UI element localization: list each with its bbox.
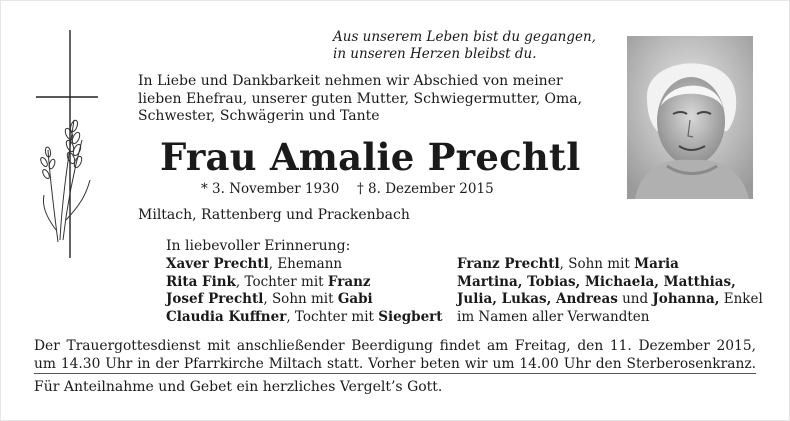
relatives-closing: im Namen aller Verwandten (457, 308, 650, 325)
service-info (34, 338, 756, 373)
relative-partner: Franz (327, 273, 371, 290)
relative-relation: Tochter mit (294, 308, 379, 325)
relatives-left-column (166, 256, 443, 326)
intro-text (138, 73, 582, 126)
grandchild-name: Johanna, (652, 291, 720, 307)
thanks-line: Für Anteilnahme und Gebet ein herzliches Vergelt’s Gott. (34, 379, 443, 395)
death-date: † 8. Dezember 2015 (357, 181, 494, 197)
cross-with-wheat-icon (30, 30, 110, 260)
relative-name: Franz Prechtl (457, 256, 560, 272)
relative-line (166, 309, 443, 327)
relative-sep: , (263, 291, 272, 307)
relative-relation: Tochter mit (244, 273, 328, 290)
motto (333, 29, 596, 63)
relative-line (166, 256, 443, 274)
relative-name: Josef Prechtl (166, 291, 264, 307)
grandchildren-line (457, 274, 763, 292)
service-line-2: um 14.30 Uhr in der Pfarrkirche Miltach statt. Vorher beten wir um 14.00 Uhr den Sterberosenkranz. (34, 355, 756, 372)
relative-line (457, 256, 763, 274)
relative-relation: , Sohn mit (559, 256, 635, 272)
relative-partner: Maria (634, 256, 679, 272)
relative-line (166, 291, 443, 309)
relative-sep: , (235, 273, 245, 290)
relative-line (166, 274, 443, 292)
portrait-photo (627, 36, 753, 199)
divider (34, 373, 756, 374)
birth-date: * 3. November 1930 (201, 181, 340, 197)
memory-heading: In liebevoller Erinnerung: (166, 238, 351, 254)
intro-line-2: lieben Ehefrau, unserer guten Mutter, Schwiegermutter, Oma, (138, 90, 583, 107)
relative-partner: Gabi (337, 291, 373, 307)
deceased-name: Frau Amalie Prechtl (160, 135, 581, 179)
relative-relation: Sohn mit (271, 291, 338, 307)
intro-line-1: In Liebe und Dankbarkeit nehmen wir Abschied von meiner (138, 73, 563, 89)
intro-line-3: Schwester, Schwägerin und Tante (138, 108, 380, 124)
relative-name: Claudia Kuffner (166, 308, 287, 325)
relative-partner: Siegbert (378, 308, 443, 325)
relation-enkel: Enkel (719, 291, 763, 307)
places: Miltach, Rattenberg und Prackenbach (138, 207, 410, 223)
motto-line-2: in unseren Herzen bleibst du. (333, 46, 537, 62)
grandchildren-line (457, 291, 763, 309)
service-line-1: Der Trauergottesdienst mit anschließender Beerdigung findet am Freitag, den 11. Dezember 2015, (34, 338, 756, 354)
relative-name: Rita Fink (166, 273, 236, 290)
relative-name: Xaver Prechtl (166, 256, 269, 272)
relative-relation: Ehemann (277, 256, 343, 272)
relatives-right-column (457, 256, 763, 326)
conjunction: und (617, 291, 653, 307)
grandchildren-names: Martina, Tobias, Michaela, Matthias, (457, 273, 736, 290)
relative-sep: , (268, 256, 278, 272)
relative-sep: , (286, 308, 295, 325)
motto-line-1: Aus unserem Leben bist du gegangen, (333, 29, 596, 45)
grandchildren-names: Julia, Lukas, Andreas (457, 291, 618, 307)
